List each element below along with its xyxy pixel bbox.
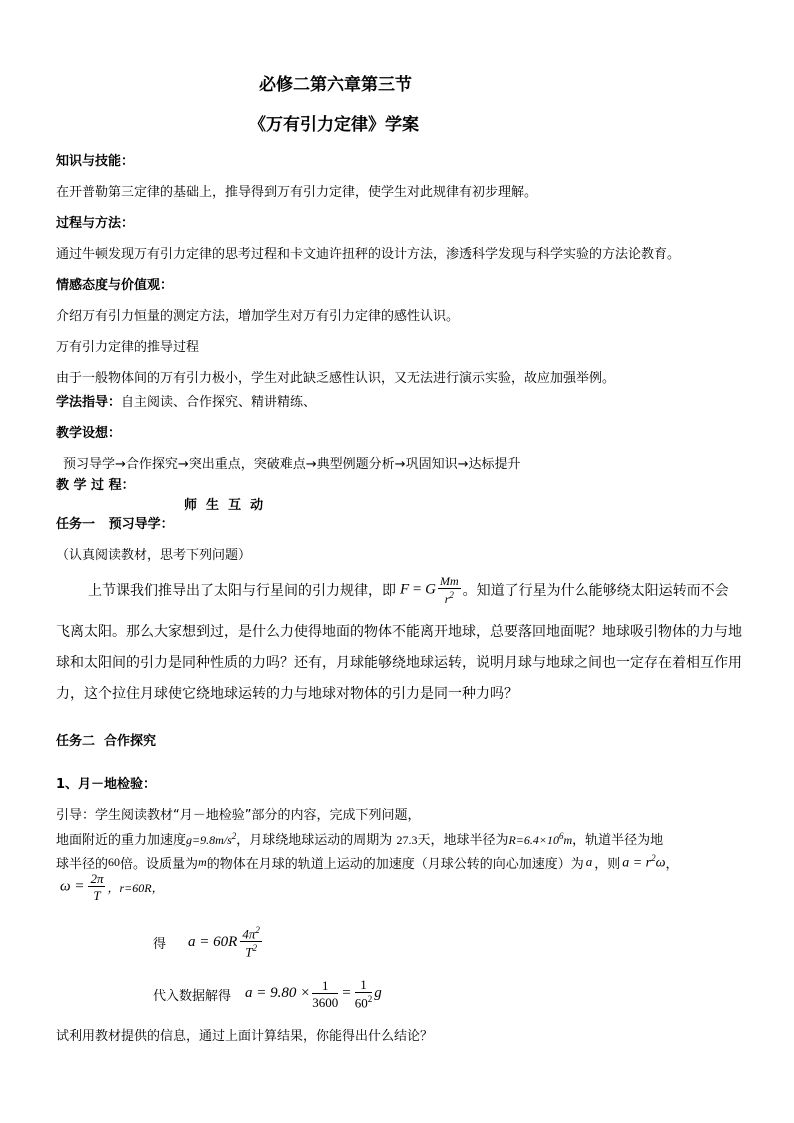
- process-heading: 过程与方法：: [56, 216, 135, 231]
- title-line-1: 必修二第六章第三节: [259, 75, 412, 95]
- data-text-8: ，则: [594, 856, 621, 872]
- emotion-text: 介绍万有引力恒量的测定方法，增加学生对万有引力定律的感性认识。: [56, 309, 460, 324]
- radius-value: [508, 833, 572, 847]
- omega-line: [60, 866, 164, 908]
- calc-den-1: 3600: [312, 994, 339, 1010]
- calc-g: g: [374, 985, 382, 1002]
- radius-unit: m: [563, 833, 573, 847]
- calc-den-2: $60^2$: [354, 994, 373, 1011]
- data-text-2: ，月球绕地球运动的周期为: [236, 833, 393, 848]
- formula-denominator: [438, 589, 461, 605]
- substitution-formula: a = 9.80 × $\frac{1}{3600}$ = $\frac{1}{60^2}$ g: [245, 977, 382, 1011]
- formula-numerator: Mm: [439, 574, 459, 588]
- interaction-heading: 师 生 互 动: [184, 498, 264, 513]
- four-pi: 4π: [242, 926, 256, 941]
- task1-heading: 任务一 预习导学：: [56, 517, 174, 532]
- method-label: 学法指导：: [56, 395, 122, 410]
- formula-r: r: [444, 592, 450, 606]
- data-text-7: 的物体在月球的轨道上运动的加速度（月球公转的向心加速度）为: [206, 856, 584, 872]
- accel-fraction: [240, 926, 262, 959]
- calc-lhs: a = 9.80 ×: [245, 985, 311, 1002]
- data-line-2: 球半径的 60 倍。设质量为 m 的物体在月球的轨道上运动的加速度（月球公转的向心加速度）为 a ，则 $a = r^2\omega$ ，: [56, 852, 679, 872]
- task1-paragraph-line-1: [88, 570, 729, 610]
- design-heading: 教学设想：: [56, 426, 122, 441]
- radius-value-text: R=6.4×10: [508, 833, 559, 847]
- calc-fraction-1: [312, 979, 338, 1009]
- omega-numerator: 2π: [90, 871, 104, 886]
- knowledge-text: 在开普勒第三定律的基础上，推导得到万有引力定律，使学生对此规律有初步理解。: [56, 185, 538, 200]
- result-line: [153, 920, 264, 964]
- accel-numerator: $4\pi^2$: [242, 924, 260, 941]
- data-text-6: 倍。设质量为: [120, 856, 199, 872]
- period-value: 27.3: [396, 833, 418, 847]
- formula-G: G: [425, 581, 436, 598]
- centripetal-formula: $a = r^2\omega$: [622, 852, 666, 871]
- radius-exp: 6: [559, 831, 564, 841]
- acceleration-symbol: a: [585, 854, 593, 869]
- task1-paragraph-line-2: 飞离太阳。那么大家想到过，是什么力使得地面的物体不能离开地球，总要落回地面呢？地球吸引物体的力与地: [56, 624, 742, 640]
- difficulty-text: 由于一般物体间的万有引力极小，学生对此缺乏感性认识，又无法进行演示实验，故应加强举例。: [56, 371, 616, 386]
- task2-heading: 任务二 合作探究: [56, 734, 157, 749]
- sixty-denominator: 60: [354, 995, 368, 1011]
- method-text: 自主阅读、合作探究、精讲精练、: [121, 395, 317, 410]
- omega-fraction: [88, 872, 105, 902]
- task1-text-a: 上节课我们推导出了太阳与行星间的引力规律，即: [88, 583, 396, 599]
- emotion-heading: 情感态度与价值观：: [56, 278, 174, 293]
- task1-note: （认真阅读教材，思考下列问题）: [56, 548, 252, 563]
- mass-symbol: m: [198, 854, 207, 869]
- data-text-4: ，轨道半径为地: [572, 833, 664, 848]
- omega-formula: [60, 872, 107, 902]
- formula-exp-2: 2: [449, 590, 454, 600]
- task1-text-b: 。知道了行星为什么能够绕太阳运转而不会: [462, 583, 729, 599]
- moon-earth-test-heading: 1、月－地检验：: [56, 777, 157, 792]
- centripetal-lhs: a = r: [622, 855, 652, 871]
- r-relation: ，r=60R，: [107, 880, 164, 895]
- guide-text: 引导：学生阅读教材“月－地检验”部分的内容，完成下列问题，: [56, 808, 421, 823]
- key-point-text: 万有引力定律的推导过程: [56, 340, 200, 355]
- g-value-text: g=9.8m/s: [186, 833, 232, 847]
- knowledge-heading: 知识与技能：: [56, 154, 135, 169]
- calc-fraction-2: [355, 978, 373, 1009]
- acceleration-formula: [188, 926, 264, 959]
- task1-paragraph-line-3: 球和太阳间的引力是同种性质的力吗？还有，月球能够绕地球运转，说明月球与地球之间也一定存在着相互作用: [56, 655, 742, 671]
- calc-num-1: 1: [312, 979, 338, 994]
- teaching-process-title: 教 学 过 程：: [56, 478, 135, 493]
- omega-lhs: ω =: [60, 878, 85, 895]
- g-value: $g=9.8m/s^2$: [186, 831, 237, 847]
- process-text: 通过牛顿发现万有引力定律的思考过程和卡文迪许扭秤的设计方法，渗透科学发现与科学实验的方法论教育。: [56, 247, 681, 262]
- data-text-5: 球半径的: [56, 856, 109, 872]
- gravity-formula: [400, 575, 463, 605]
- question-text: 试利用教材提供的信息，通过上面计算结果，你能得出什么结论？: [56, 1029, 434, 1044]
- data-text-1: 地面附近的重力加速度: [56, 833, 187, 848]
- task1-paragraph-line-4: 力，这个拉住月球使它绕地球运转的力与地球对物体的引力是同一种力吗？: [56, 686, 518, 702]
- substitution-label: 代入数据解得: [153, 988, 232, 1004]
- accel-denominator: $T^2$: [245, 943, 257, 960]
- calc-num-2: 1: [355, 978, 373, 993]
- formula-fraction: [438, 575, 461, 605]
- title-line-2: 《万有引力定律》学案: [249, 115, 419, 135]
- omega-symbol: ω: [655, 855, 666, 871]
- data-line-1: [56, 829, 663, 848]
- got-label: 得: [153, 936, 167, 952]
- formula-F: F: [400, 581, 410, 598]
- sixty-value: 60: [108, 854, 121, 869]
- T-symbol: T: [245, 944, 253, 960]
- method-line: [56, 391, 316, 410]
- substitution-line: [153, 972, 382, 1016]
- data-text-3: 天，地球半径为: [417, 833, 509, 848]
- accel-lhs: a = 60R: [188, 933, 238, 950]
- design-text: 预习导学→合作探究→突出重点，突破难点→典型例题分析→巩固知识→达标提升: [63, 457, 521, 472]
- omega-denominator: T: [93, 888, 101, 903]
- formula-equals: =: [412, 581, 422, 598]
